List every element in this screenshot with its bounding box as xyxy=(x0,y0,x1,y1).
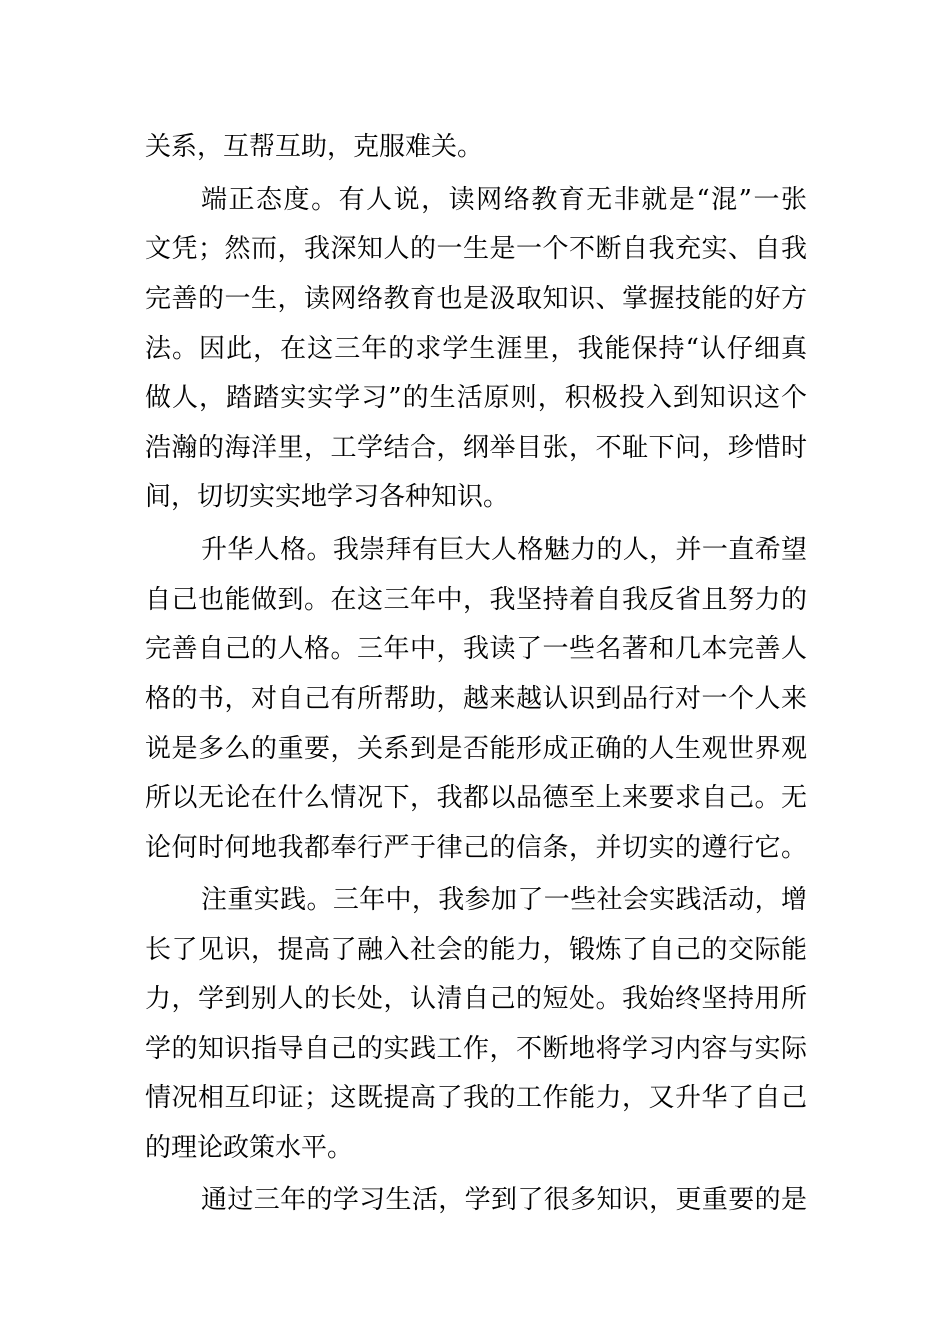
text-line: 长了见识，提高了融入社会的能力，锻炼了自己的交际能 xyxy=(145,935,807,965)
text-line: 间，切切实实地学习各种知识。 xyxy=(145,482,510,512)
text-line: 通过三年的学习生活，学到了很多知识，更重要的是 xyxy=(201,1185,807,1215)
text-line: 关系，互帮互助，克服难关。 xyxy=(145,132,484,162)
text-line: 所以无论在什么情况下，我都以品德至上来要求自己。无 xyxy=(145,783,807,813)
text-line: 完善的一生，读网络教育也是汲取知识、掌握技能的好方 xyxy=(145,284,807,314)
text-line: 力，学到别人的长处，认清自己的短处。我始终坚持用所 xyxy=(145,984,807,1014)
text-line: 说是多么的重要，关系到是否能形成正确的人生观世界观 xyxy=(145,734,807,764)
text-line: 做人，踏踏实实学习”的生活原则，积极投入到知识这个 xyxy=(145,383,807,413)
text-line: 端正态度。有人说，读网络教育无非就是“混”一张 xyxy=(201,185,807,215)
text-line: 注重实践。三年中，我参加了一些社会实践活动，增 xyxy=(201,885,807,915)
text-line: 自己也能做到。在这三年中，我坚持着自我反省且努力的 xyxy=(145,585,807,615)
text-line: 完善自己的人格。三年中，我读了一些名著和几本完善人 xyxy=(145,634,807,664)
text-line: 文凭；然而，我深知人的一生是一个不断自我充实、自我 xyxy=(145,234,807,264)
text-line: 学的知识指导自己的实践工作，不断地将学习内容与实际 xyxy=(145,1034,807,1064)
text-line: 论何时何地我都奉行严于律己的信条，并切实的遵行它。 xyxy=(145,833,807,863)
text-line: 法。因此，在这三年的求学生涯里，我能保持“认仔细真 xyxy=(145,334,807,364)
text-line: 格的书，对自己有所帮助，越来越认识到品行对一个人来 xyxy=(145,684,807,714)
text-line: 的理论政策水平。 xyxy=(145,1133,354,1163)
text-line: 升华人格。我崇拜有巨大人格魅力的人，并一直希望 xyxy=(201,535,807,565)
text-line: 浩瀚的海洋里，工学结合，纲举目张，不耻下问，珍惜时 xyxy=(145,433,807,463)
text-line: 情况相互印证；这既提高了我的工作能力，又升华了自己 xyxy=(145,1083,807,1113)
